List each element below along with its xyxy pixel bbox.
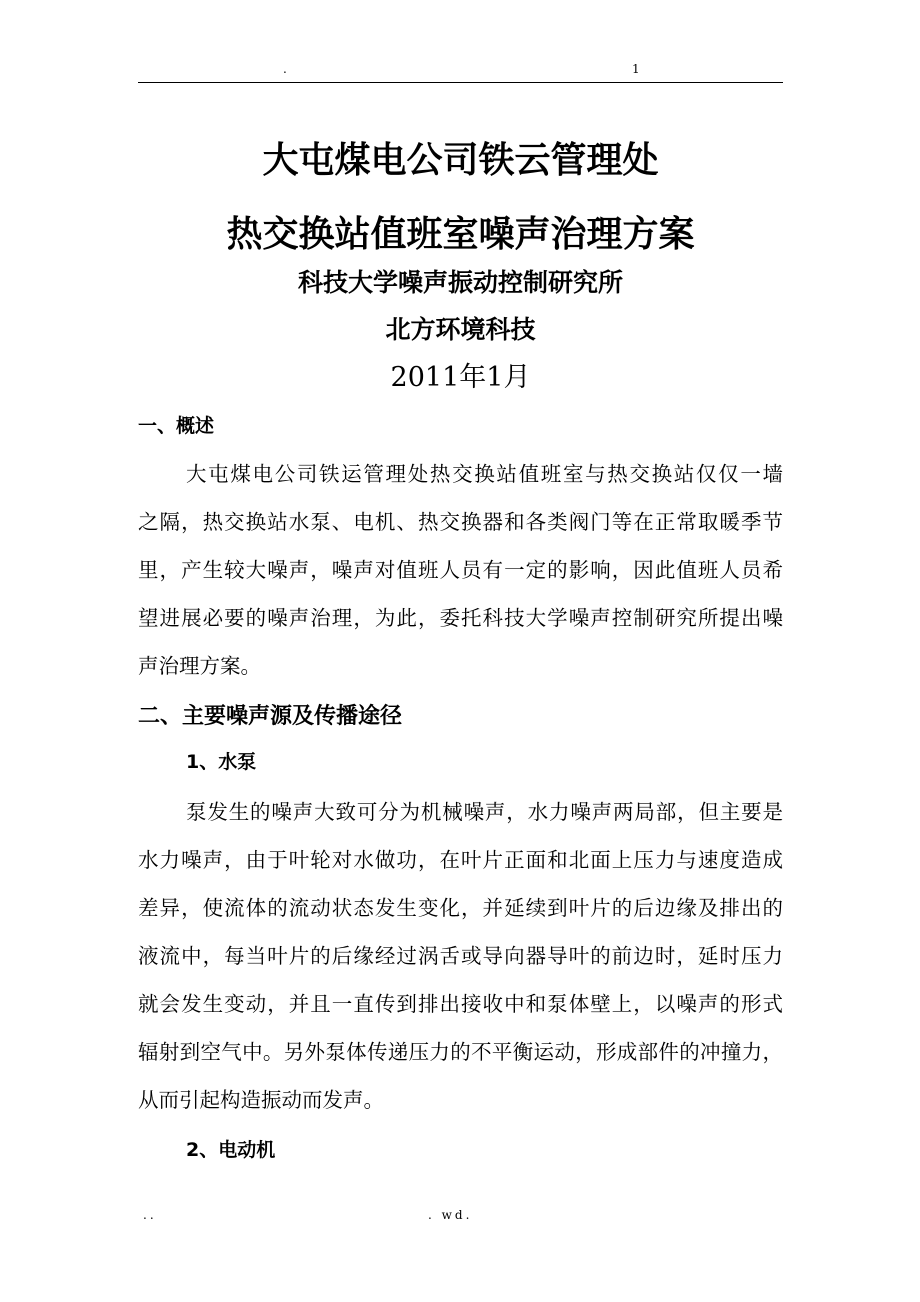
header-page-number: 1	[632, 62, 640, 76]
section-1-heading: 一、概述	[138, 415, 215, 437]
paragraph-line: 液流中，每当叶片的后缘经过涡舌或导向器导叶的前边时，延时压力	[138, 944, 783, 968]
section-2-heading: 二、主要噪声源及传播途径	[138, 704, 403, 729]
paragraph-line: 望进展必要的噪声治理，为此，委托科技大学噪声控制研究所提出噪	[138, 606, 783, 630]
paragraph-line: 大屯煤电公司铁运管理处热交换站值班室与热交换站仅仅一墙	[186, 462, 783, 486]
paragraph-line: 差异，使流体的流动状态发生变化，并延续到叶片的后边缘及排出的	[138, 896, 783, 920]
footer-left: ..	[143, 1208, 157, 1222]
paragraph-line: 从而引起构造振动而发声。	[138, 1088, 384, 1112]
paragraph-line: 就会发生变动，并且一直传到排出接收中和泵体壁上，以噪声的形式	[138, 992, 783, 1016]
paragraph-line: 声治理方案。	[138, 654, 261, 678]
subsection-motor-heading: 2、电动机	[186, 1139, 276, 1161]
title-institute: 科技大学噪声振动控制研究所	[297, 268, 623, 297]
subsection-pump-heading: 1、水泵	[186, 751, 257, 773]
page-header	[138, 60, 783, 83]
footer-center: . wd.	[428, 1208, 473, 1222]
title-company: 大屯煤电公司铁云管理处	[262, 140, 659, 181]
title-company-2: 北方环境科技	[385, 315, 536, 344]
title-date: 2011年1月	[390, 362, 531, 393]
paragraph-line: 辐射到空气中。另外泵体传递压力的不平衡运动，形成部件的冲撞力，	[138, 1040, 783, 1064]
header-dot: .	[283, 62, 287, 76]
paragraph-line: 泵发生的噪声大致可分为机械噪声，水力噪声两局部，但主要是	[186, 800, 783, 824]
paragraph-line: 水力噪声，由于叶轮对水做功，在叶片正面和北面上压力与速度造成	[138, 848, 783, 872]
paragraph-line: 之隔，热交换站水泵、电机、热交换器和各类阀门等在正常取暖季节	[138, 510, 783, 534]
title-plan: 热交换站值班室噪声治理方案	[226, 214, 695, 255]
paragraph-line: 里，产生较大噪声，噪声对值班人员有一定的影响，因此值班人员希	[138, 558, 783, 582]
